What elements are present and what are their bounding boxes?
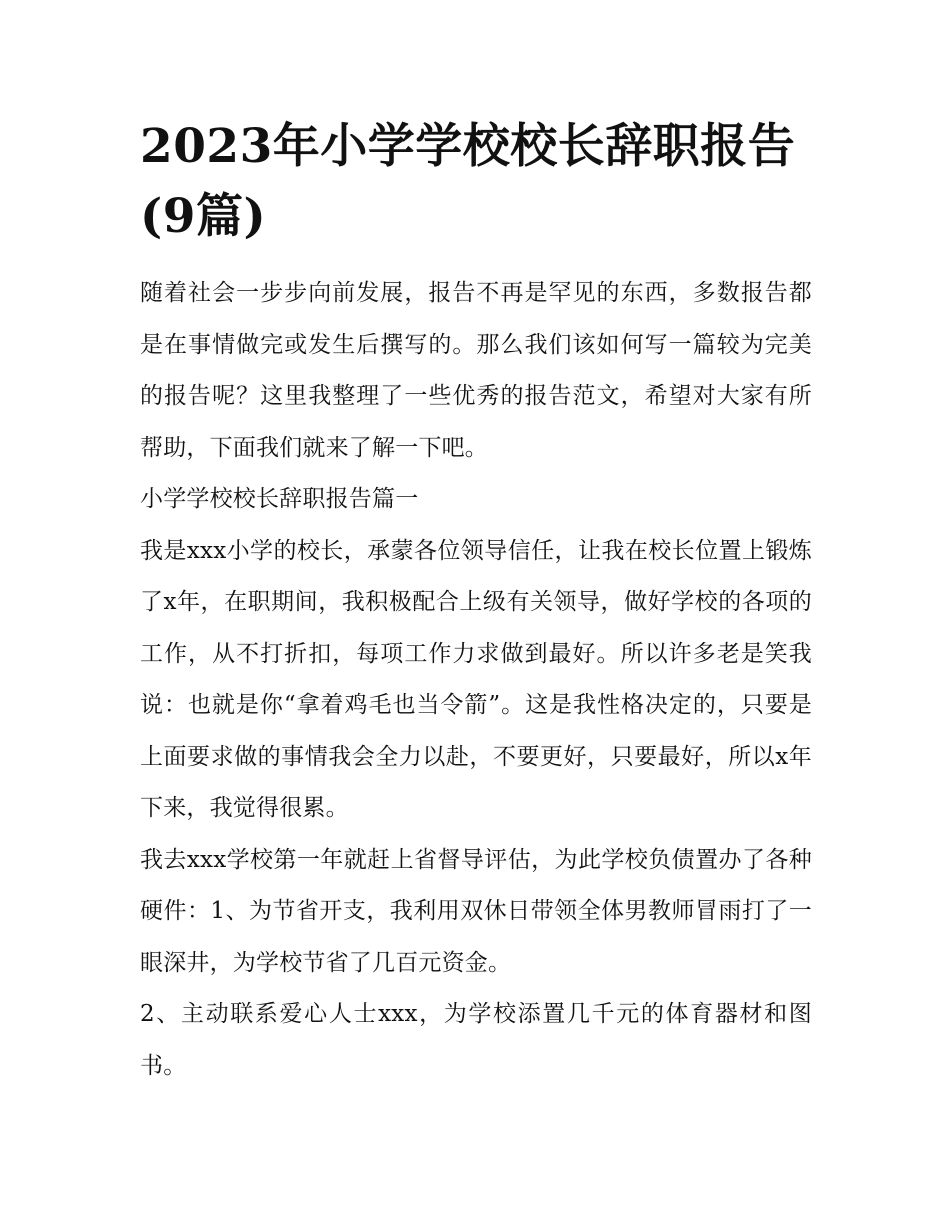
document-body [140,268,812,1092]
intro-paragraph: 随着社会一步步向前发展，报告不再是罕见的东西，多数报告都是在事情做完或发生后撰写的。那么我们该如何写一篇较为完美的报告呢？这里我整理了一些优秀的报告范文，希望对大家有所帮助，下面我们就来了解一下吧。 [140,280,812,461]
body-paragraph: 2、主动联系爱心人士xxx，为学校添置几千元的体育器材和图书。 [140,1001,812,1079]
document-title: 2023年小学学校校长辞职报告(9篇) [140,119,796,244]
document-page [140,112,812,1092]
body-paragraph: 我去xxx学校第一年就赶上省督导评估，为此学校负债置办了各种硬件：1、为节省开支，我利用双休日带领全体男教师冒雨打了一眼深井，为学校节省了几百元资金。 [140,846,812,976]
section-heading: 小学学校校长辞职报告篇一 [140,486,419,512]
body-paragraph: 我是xxx小学的校长，承蒙各位领导信任，让我在校长位置上锻炼了x年，在职期间，我积极配合上级有关领导，做好学校的各项的工作，从不打折扣，每项工作力求做到最好。所以许多老是笑我说：也就是你“拿着鸡毛也当令箭”。这是我性格决定的，只要是上面要求做的事情我会全力以赴，不要更好，只要最好，所以x年下来，我觉得很累。 [140,537,812,821]
